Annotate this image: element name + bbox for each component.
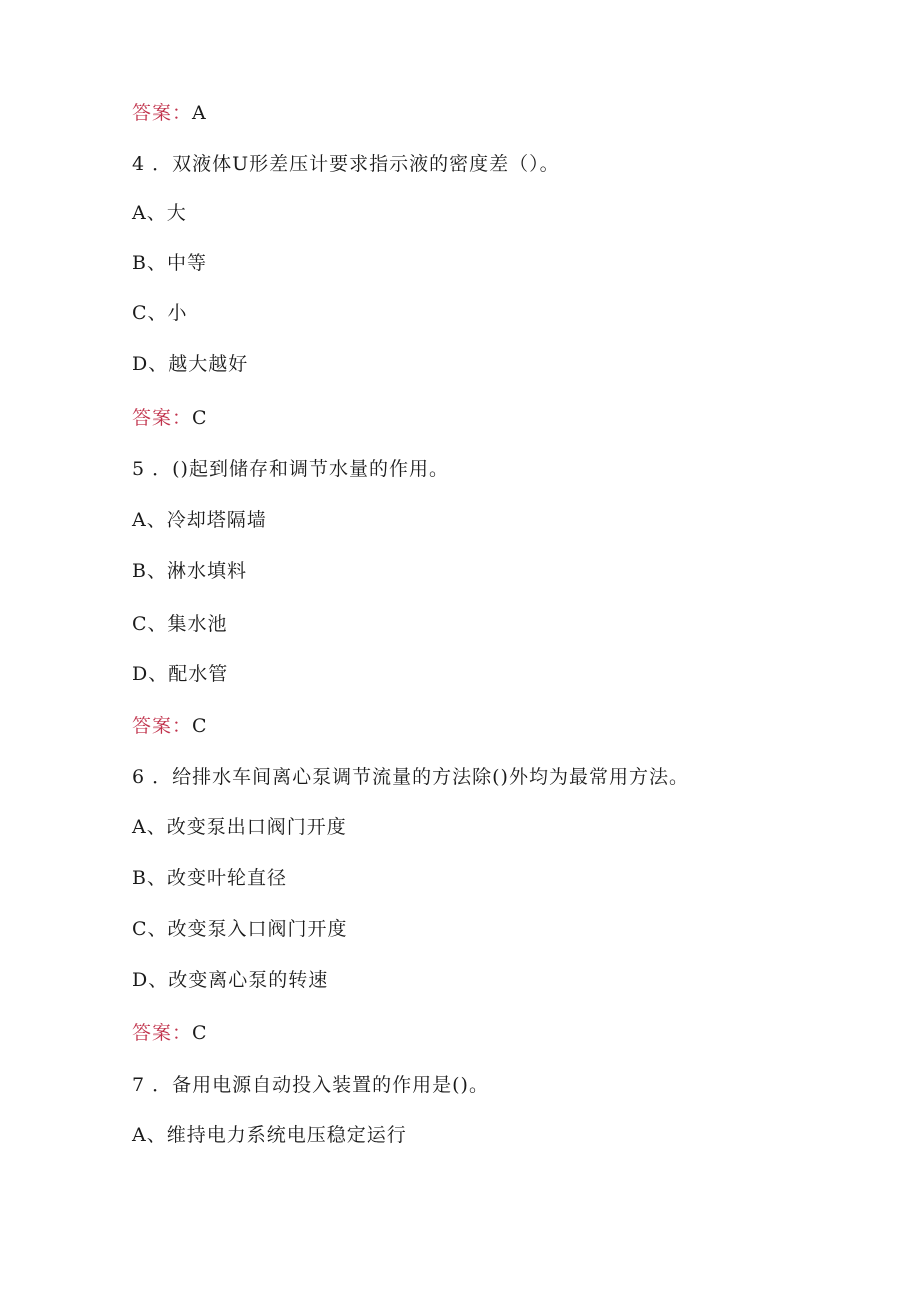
question-6: 6 ．给排水车间离心泵调节流量的方法除()外均为最常用方法。 <box>132 766 689 788</box>
option-a: A、大 <box>132 202 187 224</box>
option-a: A、改变泵出口阀门开度 <box>132 816 347 838</box>
option-d: D、越大越好 <box>132 353 249 375</box>
question-5: 5 ．()起到储存和调节水量的作用。 <box>132 458 449 480</box>
option-b: B、中等 <box>132 252 207 274</box>
option-a: A、维持电力系统电压稳定运行 <box>132 1124 407 1146</box>
answer-value: C <box>192 1022 208 1044</box>
option-c: C、集水池 <box>132 613 228 635</box>
answer-value: A <box>192 102 207 124</box>
answer-line <box>132 1021 208 1045</box>
option-b: B、改变叶轮直径 <box>132 867 287 889</box>
answer-line <box>132 714 208 738</box>
answer-value: C <box>192 407 208 429</box>
answer-value: C <box>192 715 208 737</box>
answer-label: 答案： <box>132 407 193 429</box>
answer-label: 答案： <box>132 102 193 124</box>
answer-line <box>132 101 207 125</box>
question-7: 7 ．备用电源自动投入装置的作用是()。 <box>132 1074 489 1096</box>
option-d: D、配水管 <box>132 663 229 685</box>
option-c: C、小 <box>132 302 188 324</box>
option-a: A、冷却塔隔墙 <box>132 509 267 531</box>
option-d: D、改变离心泵的转速 <box>132 969 329 991</box>
answer-label: 答案： <box>132 715 193 737</box>
option-b: B、淋水填料 <box>132 560 247 582</box>
question-4: 4 ．双液体U形差压计要求指示液的密度差（）。 <box>132 153 560 175</box>
answer-label: 答案： <box>132 1022 193 1044</box>
option-c: C、改变泵入口阀门开度 <box>132 918 348 940</box>
answer-line <box>132 406 208 430</box>
